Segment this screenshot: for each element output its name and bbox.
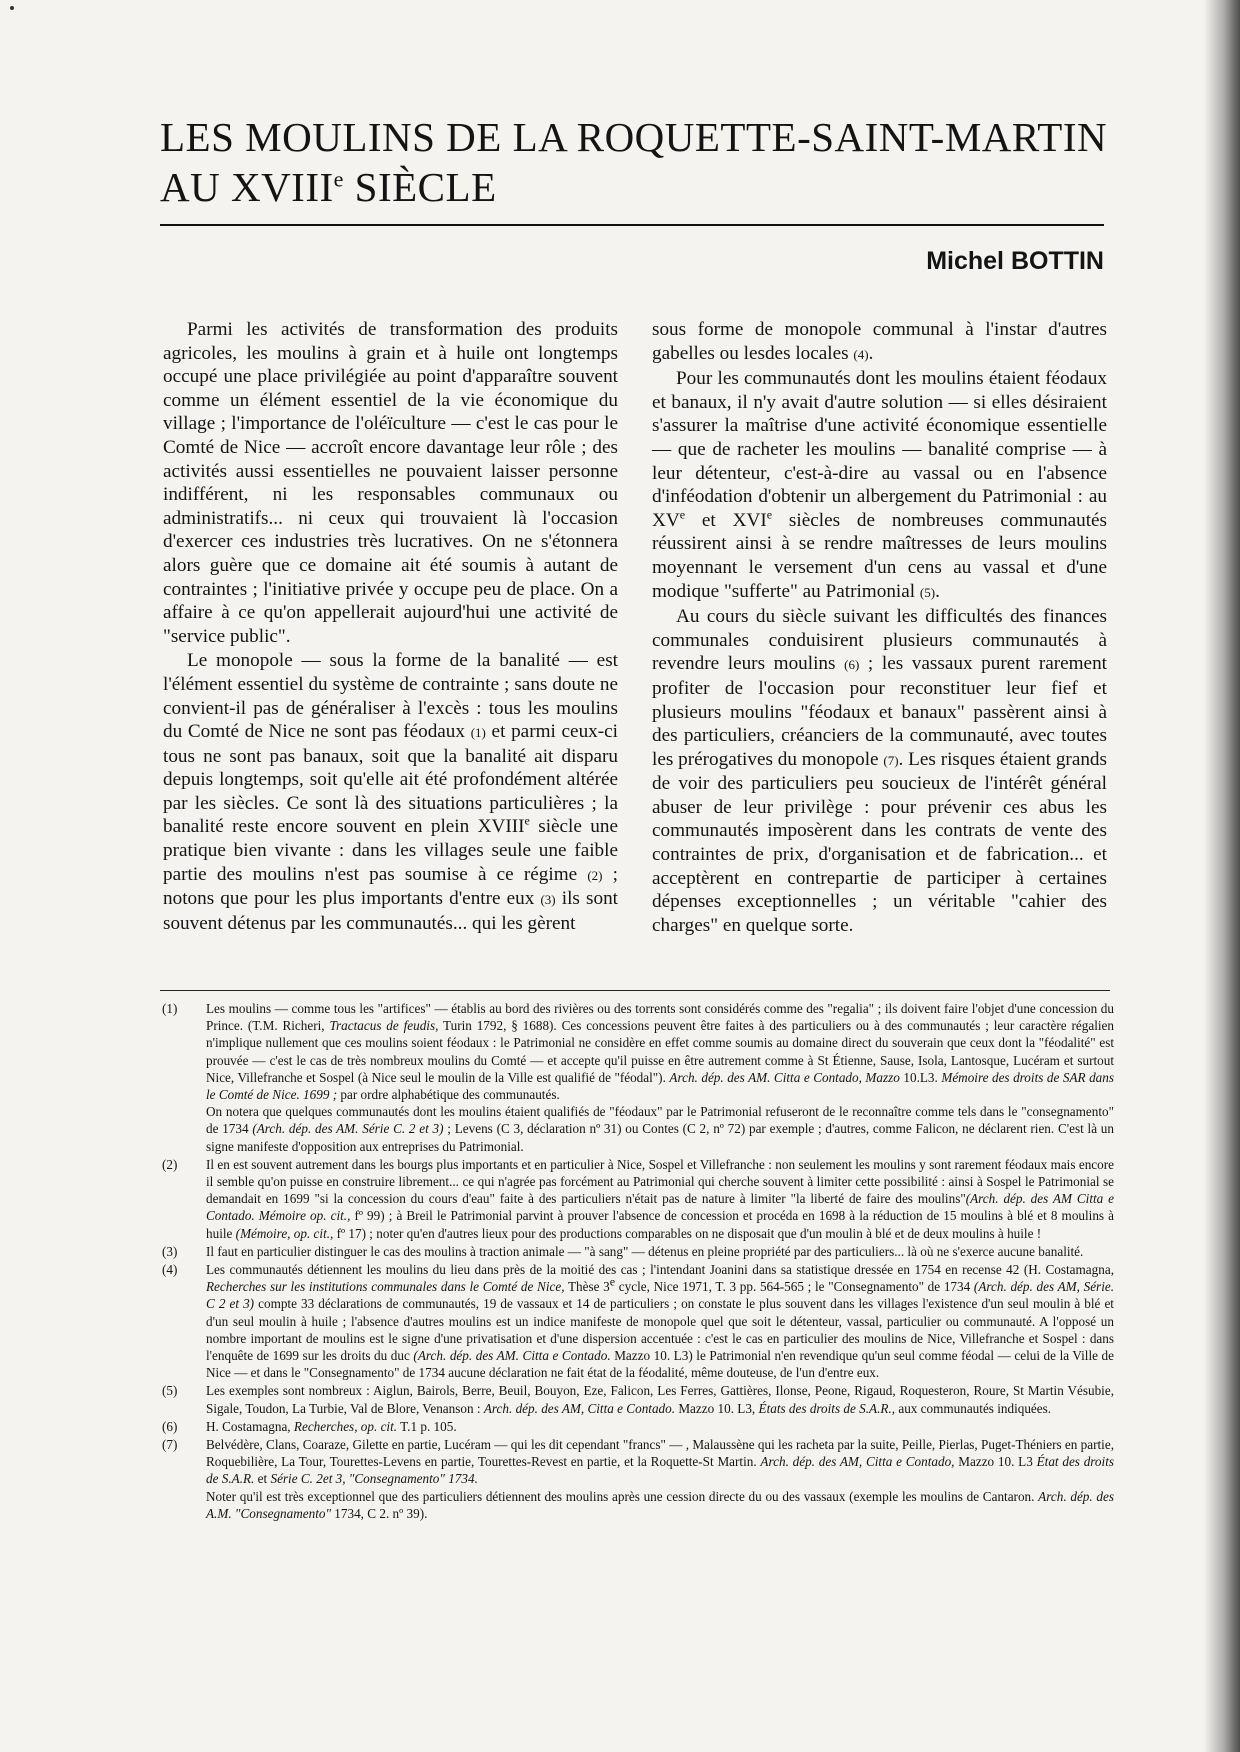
footnote-4 (162, 1261, 1114, 1381)
footnote-text: compte 33 déclarations de communautés, 19 de vassaux et 14 de particuliers ; on constate le plus souvent dans les villages l'existence d'un seul moulin à blé et d'un seul moulin à huile ; l'absence d'autres moulins est un indice manifeste de monopole quel que soit le détenteur, vassal, particulier ou communauté. A l'opposé un nombre important de moulins est le signe d'une privatisation et d'une dispersion accentuée : c'est le cas en particulier des moulins de Nice, Villefranche et Sospel : dans l'enquête de 1699 sur les droits du duc (206, 1296, 1114, 1364)
footnote-body (206, 1156, 1114, 1242)
footnote-text: fº 99) ; à Breil le Patrimonial parvint à prouver l'absence de concession et procéda en 1698 à la réduction de 15 moulins à blé et 8 moulins à huile (206, 1208, 1114, 1241)
footnote-text: Mazzo 10. L3 (954, 1454, 1037, 1470)
footnote-text: par ordre alphabétique des communautés. (337, 1087, 560, 1103)
text-column-right (652, 318, 1107, 938)
footnote-text: Il en est souvent autrement dans les bourgs plus importants et en particulier à Nice, Sospel et Villefranche : non seulement les moulins y sont rarement féodaux mais encore il semble qu'on puisse en construire librement... ce qui n'agrée pas forcément au Patrimonial qui cherche souvent à limiter cette possibilité : ainsi à Sospel le Patrimonial se demandait en 1699 "si la concession du cours d'eau" faite à des particuliers n'était pas de nature à limiter "la liberté de faire des moulins" (206, 1156, 1114, 1207)
footnote-7 (162, 1436, 1114, 1522)
footnote-3 (162, 1243, 1114, 1260)
paragraph-text: ; notons que pour les plus importants d'entre eux (163, 863, 618, 910)
footnote-body (206, 1000, 1114, 1155)
footnote-number: (7) (162, 1437, 178, 1453)
footnote-ref: (7) (883, 752, 899, 768)
footnote-citation: (Arch. dép. des AM. Citta e Contado. (413, 1348, 611, 1364)
footnote-citation: Arch. dép. des AM, Citta e Contado. (483, 1400, 676, 1416)
paragraph-text: . Les risques étaient grands de voir des particuliers peu soucieux de l'intérêt général abuser de leur privilège : pour prévenir ces abus les communautés imposèrent dans les contrats de vente des contraintes de prix, d'organisation et de fabrication... et acceptèrent en contrepartie de participer à certaines dépenses exceptionnelles ; un véritable "cahier des charges" en quelque sorte. (652, 748, 1107, 936)
paragraph-text: siècles de nombreuses communautés réussirent ainsi à se rendre maîtresses de leurs moulins moyennant le versement d'un cens au vassal et d'une modique "sufferte" au Patrimonial (652, 509, 1108, 602)
footnote-paragraph (206, 1488, 1114, 1522)
paragraph-text: sous forme de monopole communal à l'instar d'autres gabelles ou lesdes locales (652, 319, 1107, 364)
footnote-citation: Série C. 2et 3, "Consegnamento" 1734. (270, 1471, 478, 1487)
author-name: Michel BOTTIN (926, 247, 1104, 275)
superscript: e (766, 507, 773, 522)
footnote-rule (160, 990, 1110, 991)
footnote-citation: (Arch. dép. des AM Citta e Contado. Mémoire op. cit., (206, 1191, 1114, 1224)
paragraph (652, 605, 1107, 937)
footnote-text: , Turin 1792, § 1688). Ces concessions peuvent être faites à des particuliers ou à des communautés ; leur caractère régalien n'implique nullement que ces moulins soient féodaux : le Patrimonial ne considère en effet comme soumis au domaine direct du souverain que ceux dont la "féodalité" est prouvée — c'est le cas de très nombreux moulins du Comté — et accepte qu'il puisse en être autrement comme à St Étienne, Sause, Isola, Lantosque, Lucéram et surtout Nice, Villefranche et Sospel (à Nice seul le moulin de la Ville est qualifié de "féodal"). (206, 1018, 1114, 1085)
footnote-paragraph (206, 1382, 1114, 1416)
footnote-ref: (3) (540, 892, 556, 908)
paragraph-text: Au cours du siècle suivant les difficultés des finances communales conduisirent plusieurs communautés à revendre leurs moulins (652, 606, 1107, 675)
paragraph-text: et XVI (685, 509, 767, 531)
title-line-2-sup: e (333, 166, 344, 192)
footnote-citation: Arch. dép. des AM, Citta e Contado, (760, 1454, 955, 1470)
footnote-text: Les exemples sont nombreux : Aiglun, Bairols, Berre, Beuil, Bouyon, Eze, Falicon, Les Ferres, Gattières, Ilonse, Peone, Rigaud, Roquesteron, Roure, St Martin Vésubie, Sigale, Toudon, La Turbie, Val de Blore, Venanson : (206, 1383, 1114, 1416)
footnote-number: (1) (162, 1001, 178, 1016)
footnote-number: (2) (162, 1156, 178, 1172)
footnote-text: Mazzo 10. L3, (675, 1400, 759, 1416)
superscript: e (609, 1274, 616, 1289)
footnote-citation: (Arch. dép. des AM. Série C. 2 et 3) (252, 1121, 444, 1137)
footnote-ref: (5) (919, 584, 936, 600)
footnote-citation: Recherches, op. cit. (293, 1418, 398, 1434)
footnote-ref: (6) (844, 657, 860, 673)
footnote-text: ; Levens (C 3, déclaration nº 31) ou Contes (C 2, nº 72) par exemple ; d'autres, comme Falicon, ne déclarent rien. C'est là un signe manifeste d'opposition aux entreprises du Patrimonial. (206, 1121, 1114, 1154)
title-rule (160, 224, 1104, 226)
footnote-paragraph (206, 1418, 1114, 1435)
footnote-body (206, 1243, 1114, 1260)
footnote-citation: Arch. dép. des A.M. "Consegnamento" (206, 1488, 1115, 1521)
footnote-citation: Mémoire des droits de SAR dans le Comté de Nice. 1699 ; (206, 1069, 1114, 1103)
footnote-text: Belvédère, Clans, Coaraze, Gilette en partie, Lucéram — qui les dit cependant "francs" — , Malaussène qui les racheta par la suite, Peille, Pierlas, Puget-Théniers en partie, Roquebilière, La Tour, Tourettes-Levens en partie, Tourettes-Revest en partie, et la Roquette-St Martin. (206, 1437, 1114, 1470)
footnote-1 (162, 1000, 1114, 1155)
footnote-citation: État des droits de S.A.R. (206, 1454, 1114, 1487)
paragraph-text: . (868, 342, 874, 364)
title-line-1: LES MOULINS DE LA ROQUETTE-SAINT-MARTIN (160, 114, 1108, 160)
footnote-body (206, 1418, 1114, 1435)
footnote-ref: (2) (587, 867, 603, 883)
footnote-number: (6) (162, 1418, 178, 1434)
footnote-text: Les communautés détiennent les moulins du lieu dans près de la moitié des cas ; l'intendant Joanini dans sa statistique dressée en 1754 en recense 42 (H. Costamagna, (206, 1262, 1114, 1278)
footnote-text: Les moulins — comme tous les "artifices" — établis au bord des rivières ou des torrents sont considérés comme des "regalia" ; ils doivent faire l'objet d'une concession du Prince. (T.M. Richeri, (206, 1001, 1114, 1034)
page-gutter-shadow (1204, 0, 1240, 1752)
footnote-number: (3) (162, 1243, 178, 1259)
article-title (160, 112, 1110, 212)
footnote-text: H. Costamagna, (206, 1418, 294, 1434)
footnote-citation: (Mémoire, op. cit., (235, 1225, 334, 1241)
footnote-text: 10.L3. (899, 1069, 942, 1085)
footnote-text: aux communautés indiquées. (895, 1400, 1052, 1416)
footnote-body (206, 1261, 1114, 1381)
footnote-text: Mazzo 10. L3) le Patrimonial n'en revendique qu'un seul comme féodal — celui de la Ville de Nice — et dans le "Consegnamento" de 1734 aucune déclaration ne fait état de la féodalité, même douteuse, de l'un d'entre eux. (206, 1348, 1115, 1381)
title-line-2-suffix: SIÈCLE (343, 164, 497, 210)
footnote-number: (4) (162, 1262, 178, 1278)
footnote-body (206, 1436, 1114, 1522)
footnote-text: Thèse 3 (564, 1279, 610, 1295)
footnote-text: cycle, Nice 1971, T. 3 pp. 564-565 ; le "Consegnamento" de 1734 (615, 1279, 974, 1295)
page-speck (10, 6, 14, 10)
footnote-paragraph (206, 1156, 1114, 1242)
footnote-citation: États des droits de S.A.R., (758, 1400, 896, 1416)
paragraph (652, 367, 1107, 604)
superscript: e (679, 507, 686, 522)
footnote-text: On notera que quelques communautés dont les moulins étaient qualifiés de "féodaux" par le Patrimonial refuseront de le reconnaître comme tels dans le "consegnamento" de 1734 (206, 1104, 1114, 1137)
paragraph-text: Pour les communautés dont les moulins étaient féodaux et banaux, il n'y avait d'autre solution — si elles désiraient s'assurer la maîtrise d'une activité économique essentielle — que de racheter les moulins — banalité comprise — à leur détenteur, c'est-à-dire au vassal ou en l'absence d'inféodation d'obtenir un albergement du Patrimonial : au XV (652, 368, 1107, 531)
footnote-text: 1734, C 2. nº 39). (331, 1505, 428, 1521)
footnote-paragraph (206, 1000, 1114, 1103)
paragraph-text: . (935, 580, 940, 602)
footnote-citation: Tractacus de feudis (329, 1018, 436, 1034)
paragraph: Parmi les activités de transformation des produits agricoles, les moulins à grain et à huile ont longtemps occupé une place privilégiée au point d'apparaître souvent comme un élément essentiel de la vie économique du village ; l'importance de l'oléïculture — c'est le cas pour le Comté de Nice — accroît encore davantage leur rôle ; des activités aussi essentielles ne pouvaient laisser personne indifférent, ni les responsables communaux ou administratifs... ni ceux qui trouvaient là l'occasion d'exercer ces industries très lucratives. On ne s'étonnera alors guère que ce domaine ait été soumis à autant de contraintes ; l'initiative privée y occupe peu de place. On a affaire à ce qu'on appellerait aujourd'hui une activité de "service public". (163, 319, 618, 647)
footnote-text: fº 17) ; noter qu'en d'autres lieux pour des productions comparables on ne disposait que d'un moulin à blé et de deux moulins à huile ! (333, 1225, 1042, 1241)
paragraph-text: Le monopole — sous la forme de la banalité — est l'élément essentiel du système de contrainte ; sans doute ne convient-il pas de généraliser à l'excès : tous les moulins du Comté de Nice ne sont pas féodaux (163, 650, 618, 743)
footnotes (162, 1000, 1114, 1523)
paragraph (652, 318, 1107, 366)
footnote-citation: Recherches sur les institutions communales dans le Comté de Nice, (206, 1279, 565, 1295)
footnote-text: Noter qu'il est très exceptionnel que des particuliers détiennent des moulins après une cession directe du ou des vassaux (exemple les moulins de Cantaron. (206, 1488, 1039, 1504)
footnote-citation: (Arch. dép. des AM, Série. C 2 et 3) (206, 1279, 1115, 1312)
footnote-text: et (254, 1471, 271, 1487)
footnote-paragraph (206, 1436, 1114, 1488)
footnote-paragraph: Il faut en particulier distinguer le cas des moulins à traction animale — "à sang" — détenus en pleine propriété par des particuliers... là où ne s'exerce aucune banalité. (206, 1243, 1084, 1259)
title-line-2-prefix: AU XVIII (160, 164, 334, 210)
text-column-left (163, 318, 618, 936)
footnote-2 (162, 1156, 1114, 1242)
footnote-body (206, 1382, 1114, 1416)
paragraph-text: ; les vassaux purent rarement profiter de l'occasion pour reconstituer leur fief et plusieurs moulins "féodaux et banaux" passèrent ainsi à des particuliers, créanciers de la communauté, avec toutes les prérogatives du monopole (652, 653, 1108, 770)
footnote-5 (162, 1382, 1114, 1416)
footnote-6 (162, 1418, 1114, 1435)
footnote-citation: Arch. dép. des AM. Citta e Contado, Mazzo (669, 1069, 900, 1085)
footnote-ref: (4) (853, 346, 869, 362)
footnote-paragraph (206, 1103, 1114, 1155)
footnote-ref: (1) (470, 725, 486, 741)
footnote-paragraph (206, 1261, 1114, 1381)
footnote-number: (5) (162, 1383, 178, 1399)
footnote-text: T.1 p. 105. (397, 1418, 457, 1434)
paragraph-text: ils sont souvent détenus par les communautés... qui les gèrent (163, 888, 618, 934)
paragraph (163, 649, 618, 935)
superscript: e (524, 814, 530, 829)
paragraph-text: et parmi ceux-ci tous ne sont pas banaux, soit que la banalité ait disparu depuis longtemps, soit qu'elle ait été profondément altérée par les siècles. Ce sont là des situations particulières ; la banalité reste encore souvent en plein XVIII (163, 721, 618, 838)
paragraph-text: siècle une pratique bien vivante : dans les villages seule une faible partie des moulins n'est pas soumise à ce régime (163, 816, 618, 885)
